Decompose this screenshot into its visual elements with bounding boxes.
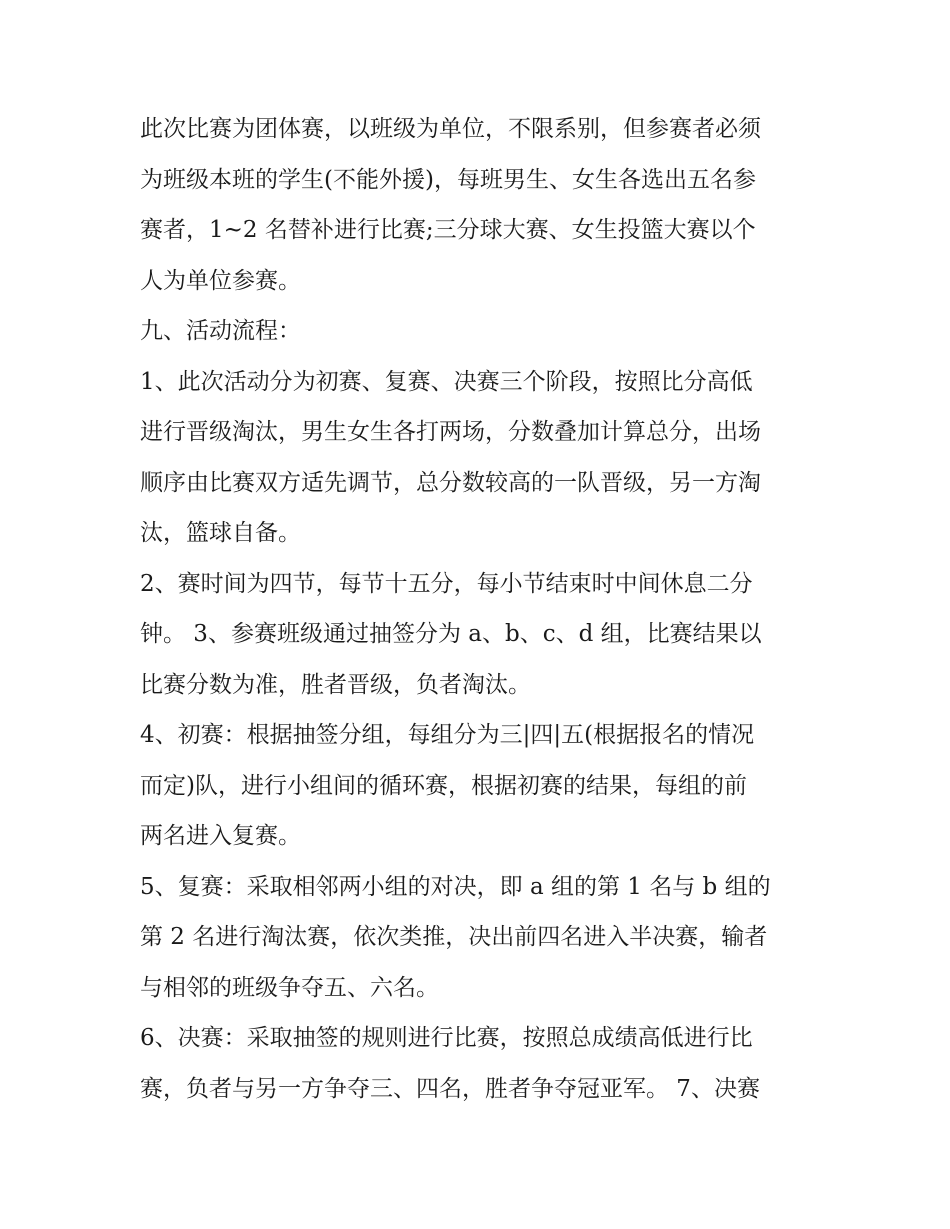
text-line: 而定)队，进行小组间的循环赛，根据初赛的结果，每组的前	[140, 772, 747, 799]
text-line: 为班级本班的学生(不能外援)，每班男生、女生各选出五名参	[140, 166, 756, 193]
text-line: 赛，负者与另一方争夺三、四名，胜者争夺冠亚军。 7、决赛	[140, 1075, 760, 1102]
text-line: 4、初赛：根据抽签分组，每组分为三|四|五(根据报名的情况	[140, 722, 755, 748]
text-line: 此次比赛为团体赛，以班级为单位，不限系别，但参赛者必须	[140, 116, 761, 142]
section-heading: 九、活动流程：	[140, 318, 301, 344]
text-line: 赛者，1~2 名替补进行比赛;三分球大赛、女生投篮大赛以个	[140, 217, 756, 243]
text-line: 与相邻的班级争夺五、六名。	[140, 974, 439, 1001]
text-line: 人为单位参赛。	[140, 267, 301, 294]
text-line: 2、赛时间为四节，每节十五分，每小节结束时中间休息二分	[140, 570, 753, 597]
text-line: 5、复赛：采取相邻两小组的对决，即 a 组的第 1 名与 b 组的	[140, 873, 771, 900]
text-line: 进行晋级淘汰，男生女生各打两场，分数叠加计算总分，出场	[140, 419, 761, 445]
text-line: 两名进入复赛。	[140, 823, 301, 849]
text-line: 1、此次活动分为初赛、复赛、决赛三个阶段，按照比分高低	[140, 368, 753, 395]
text-line: 汰，篮球自备。	[140, 520, 301, 546]
document-body	[140, 104, 820, 1114]
text-line: 顺序由比赛双方适先调节，总分数较高的一队晋级，另一方淘	[140, 469, 761, 496]
text-line: 第 2 名进行淘汰赛，依次类推，决出前四名进入半决赛，输者	[140, 924, 768, 950]
text-line: 钟。 3、参赛班级通过抽签分为 a、b、c、d 组，比赛结果以	[140, 621, 762, 647]
text-line: 6、决赛：采取抽签的规则进行比赛，按照总成绩高低进行比	[140, 1025, 753, 1051]
text-line: 比赛分数为准，胜者晋级，负者淘汰。	[140, 671, 531, 698]
